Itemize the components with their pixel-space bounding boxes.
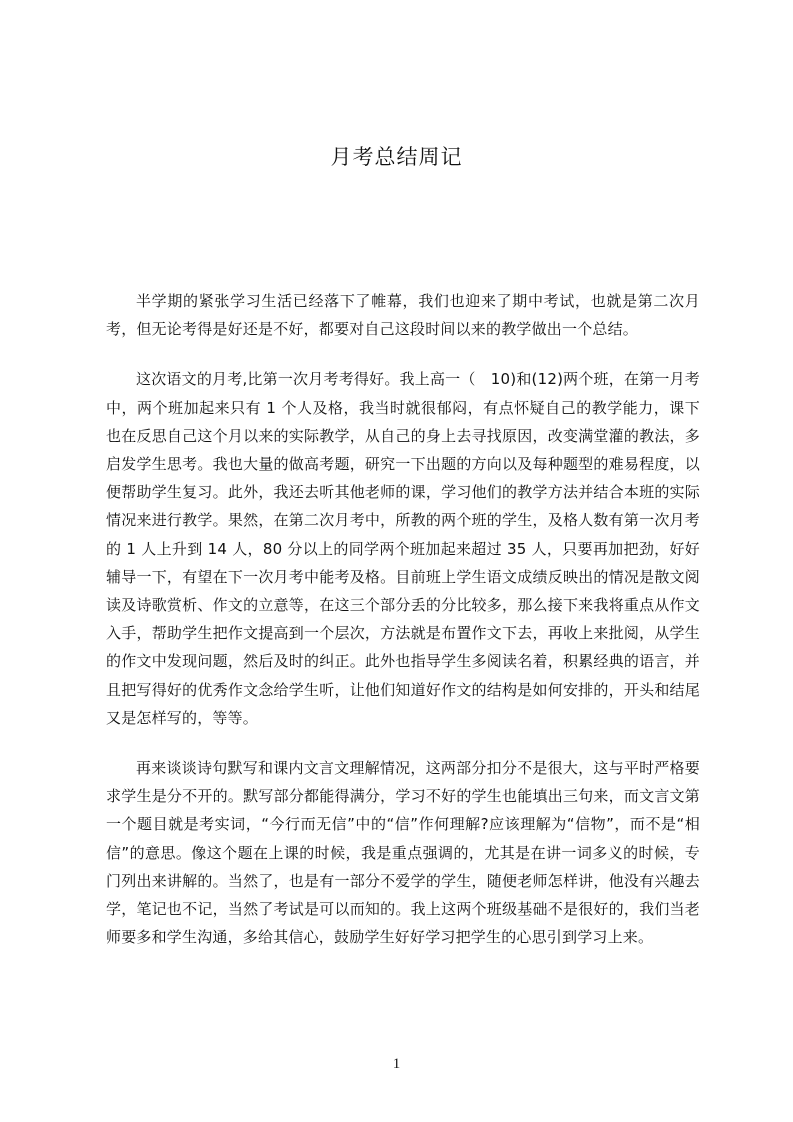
document-title: 月考总结周记 xyxy=(330,145,463,169)
paragraph-intro: 半学期的紧张学习生活已经落下了帷幕，我们也迎来了期中考试，也就是第二次月考，但无论考得是好还是不好，都要对自己这段时间以来的教学做出一个总结。 xyxy=(106,292,700,339)
paragraph-poetry-classical: 再来谈谈诗句默写和课内文言文理解情况，这两部分扣分不是很大，这与平时严格要求学生是分不开的。默写部分都能得满分，学习不好的学生也能填出三句来，而文言文第一个题目就是考实词，“今行而无信”中的“信”作何理解?应该理解为“信物”，而不是“相信”的意思。像这个题在上课的时候，我是重点强调的，尤其是在讲一词多义的时候，专门列出来讲解的。当然了，也是有一部分不爱学的学生，随便老师怎样讲，他没有兴趣去学，笔记也不记，当然了考试是可以而知的。我上这两个班级基础不是很好的，我们当老师要多和学生沟通，多给其信心，鼓励学生好好学习把学生的心思引到学习上来。 xyxy=(106,759,700,947)
document-body xyxy=(106,287,700,951)
paragraph-gap xyxy=(106,732,700,754)
page-number: 1 xyxy=(392,1056,401,1072)
paragraph-gap xyxy=(106,343,700,365)
paragraph-exam-results: 这次语文的月考,比第一次月考考得好。我上高一（ 10)和(12)两个班，在第一月考中，两个班加起来只有 1 个人及格，我当时就很郁闷，有点怀疑自己的教学能力，课下也在反思自己这个月以来的实际教学，从自己的身上去寻找原因，改变满堂灌的教法，多启发学生思考。我也大量的做高考题，研究一下出题的方向以及每种题型的难易程度，以便帮助学生复习。此外，我还去听其他老师的课，学习他们的教学方法并结合本班的实际情况来进行教学。果然，在第二次月考中，所教的两个班的学生，及格人数有第一次月考的 1 人上升到 14 人，80 分以上的同学两个班加起来超过 35 人，只要再加把劲，好好辅导一下，有望在下一次月考中能考及格。目前班上学生语文成绩反映出的情况是散文阅读及诗歌赏析、作文的立意等，在这三个部分丢的分比较多，那么接下来我将重点从作文入手，帮助学生把作文提高到一个层次，方法就是布置作文下去，再收上来批阅，从学生的作文中发现问题，然后及时的纠正。此外也指导学生多阅读名着，积累经典的语言，并且把写得好的优秀作文念给学生听，让他们知道好作文的结构是如何安排的，开头和结尾又是怎样写的，等等。 xyxy=(106,370,700,727)
